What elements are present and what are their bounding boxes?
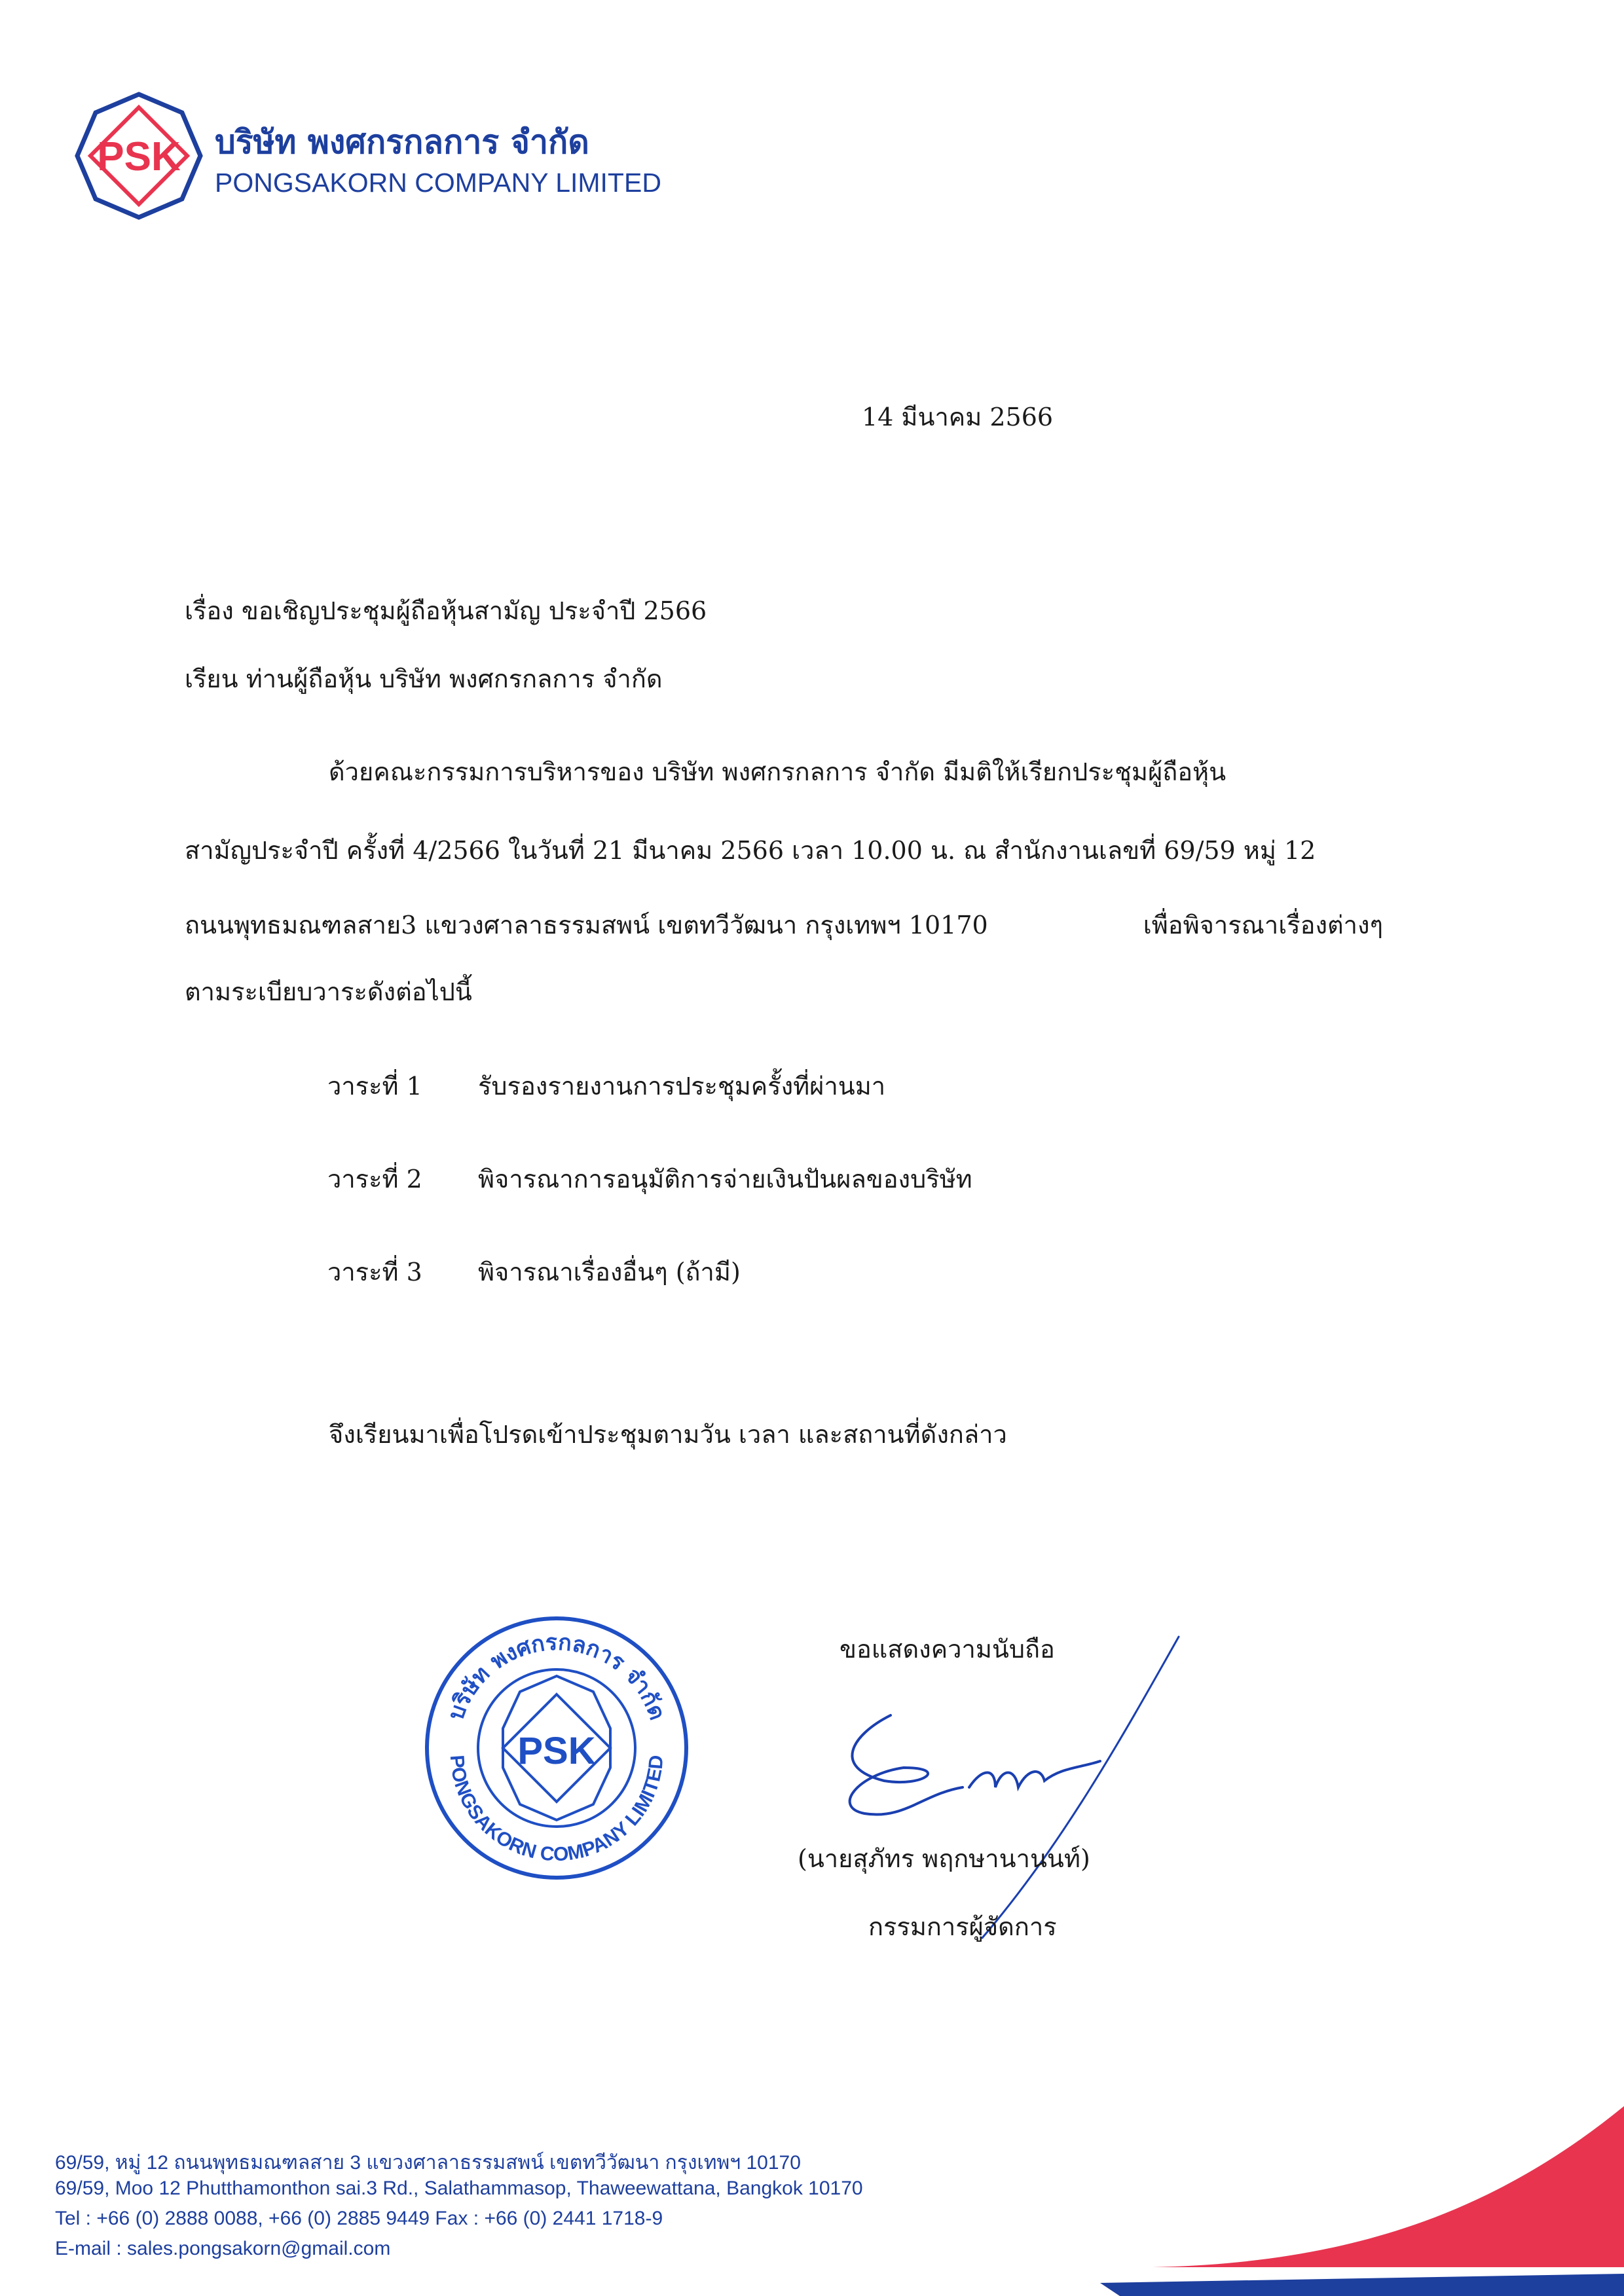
company-logo: [73, 90, 204, 221]
signatory-name: (นายสุภัทร พฤกษานานนท์): [798, 1844, 1090, 1873]
footer-address-thai: 69/59, หมู่ 12 ถนนพุทธมณฑลสาย 3 แขวงศาลาธรรมสพน์ เขตทวีวัฒนา กรุงเทพฯ 10170: [55, 2152, 801, 2174]
company-stamp: [419, 1611, 694, 1886]
footer-address-english: 69/59, Moo 12 Phutthamonthon sai.3 Rd., Salathammasop, Thaweewattana, Bangkok 10170: [55, 2178, 863, 2199]
body-line-3-left: ถนนพุทธมณฑลสาย3 แขวงศาลาธรรมสพน์ เขตทวีวัฒนา กรุงเทพฯ 10170: [185, 911, 988, 939]
agenda-number: วาระที่ 2: [327, 1165, 422, 1194]
letter-recipient: เรียน ท่านผู้ถือหุ้น บริษัท พงศกรกลการ จำกัด: [185, 665, 663, 693]
closing-line: จึงเรียนมาเพื่อโปรดเข้าประชุมตามวัน เวลา และสถานที่ดังกล่าว: [329, 1420, 1007, 1449]
body-line-3: [185, 913, 1383, 938]
letter-date: 14 มีนาคม 2566: [862, 403, 1054, 431]
body-line-1: ด้วยคณะกรรมการบริหารของ บริษัท พงศกรกลการ จำกัด มีมติให้เรียกประชุมผู้ถือหุ้น: [329, 757, 1227, 786]
footer-phone-fax: Tel : +66 (0) 2888 0088, +66 (0) 2885 9449 Fax : +66 (0) 2441 1718-9: [55, 2208, 663, 2229]
agenda-item: [327, 1167, 972, 1192]
agenda-text: รับรองรายงานการประชุมครั้งที่ผ่านมา: [478, 1072, 886, 1101]
company-name-english: PONGSAKORN COMPANY LIMITED: [215, 168, 661, 198]
handwritten-signature: [753, 1571, 1211, 1964]
svg-text:บริษัท พงศกรกลการ จำกัด: บริษัท พงศกรกลการ จำกัด: [443, 1629, 671, 1724]
signatory-position: กรรมการผู้จัดการ: [868, 1912, 1057, 1941]
svg-text:PONGSAKORN COMPANY LIMITED: PONGSAKORN COMPANY LIMITED: [445, 1754, 668, 1866]
agenda-item: [327, 1074, 885, 1099]
svg-text:PSK: PSK: [517, 1730, 596, 1772]
footer-corner-decoration: [1100, 2100, 1624, 2296]
agenda-number: วาระที่ 1: [327, 1072, 422, 1101]
agenda-text: พิจารณาเรื่องอื่นๆ (ถ้ามี): [478, 1258, 741, 1286]
company-name-thai: บริษัท พงศกรกลการ จำกัด: [215, 123, 589, 161]
letter-subject: เรื่อง ขอเชิญประชุมผู้ถือหุ้นสามัญ ประจำปี 2566: [185, 596, 707, 625]
footer-email: E-mail : sales.pongsakorn@gmail.com: [55, 2238, 391, 2259]
body-line-4: ตามระเบียบวาระดังต่อไปนี้: [185, 977, 472, 1006]
body-line-2: สามัญประจำปี ครั้งที่ 4/2566 ในวันที่ 21 มีนาคม 2566 เวลา 10.00 น. ณ สำนักงานเลขที่ 69/59 หมู่ 12: [185, 836, 1316, 865]
agenda-number: วาระที่ 3: [327, 1258, 422, 1286]
body-line-3-right: เพื่อพิจารณาเรื่องต่างๆ: [1143, 911, 1383, 939]
agenda-item: [327, 1260, 741, 1285]
svg-text:PSK: PSK: [97, 134, 181, 179]
agenda-text: พิจารณาการอนุมัติการจ่ายเงินปันผลของบริษัท: [478, 1165, 972, 1194]
signature-respect: ขอแสดงความนับถือ: [840, 1635, 1055, 1664]
